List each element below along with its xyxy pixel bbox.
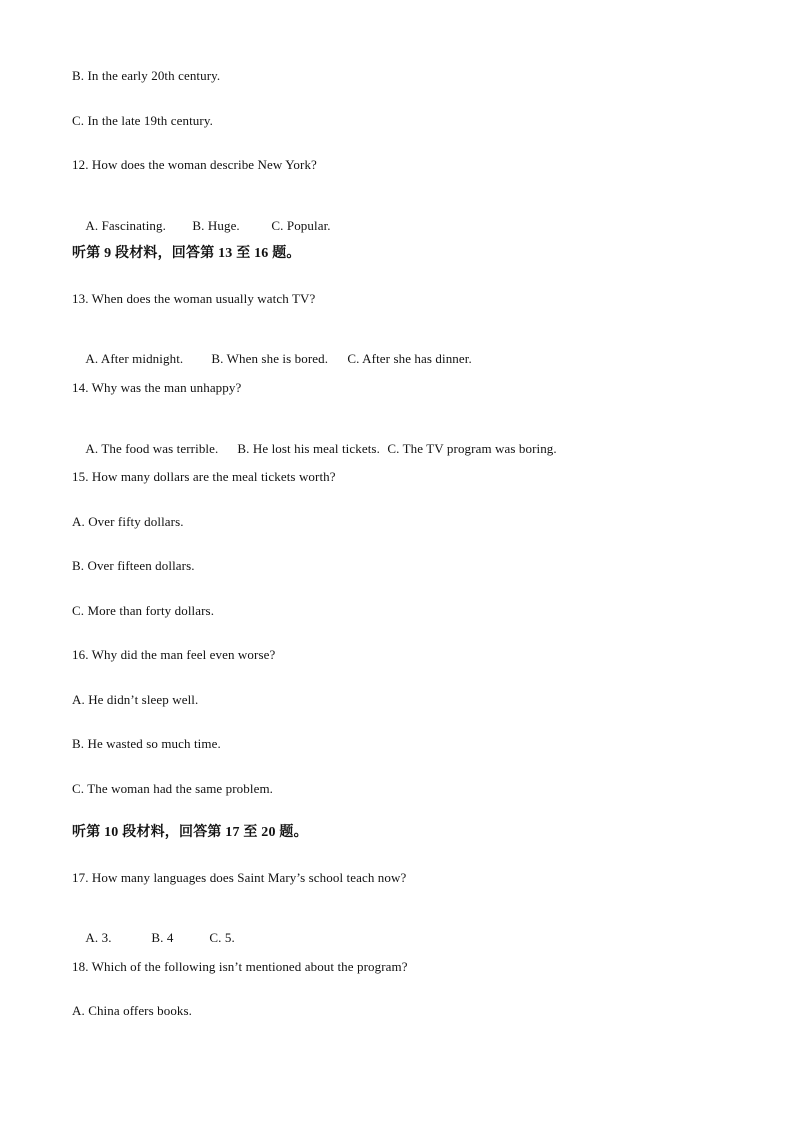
question-16: 16. Why did the man feel even worse? [72, 647, 276, 662]
q11-option-c: C. In the late 19th century. [72, 113, 213, 128]
q13-options [72, 335, 472, 383]
question-17: 17. How many languages does Saint Mary’s school teach now? [72, 870, 407, 885]
q13-option-a: A. After midnight. [85, 351, 184, 366]
q13-option-c: C. After she has dinner. [347, 351, 472, 366]
q14-option-a: A. The food was terrible. [85, 441, 219, 456]
question-15: 15. How many dollars are the meal tickets worth? [72, 469, 336, 484]
q16-option-c: C. The woman had the same problem. [72, 781, 274, 796]
question-14: 14. Why was the man unhappy? [72, 380, 242, 395]
q12-option-b: B. Huge. [192, 218, 240, 233]
q12-option-a: A. Fascinating. [85, 218, 166, 233]
q12-options [72, 202, 331, 250]
q14-option-b: B. He lost his meal tickets. [237, 441, 380, 456]
question-13: 13. When does the woman usually watch TV? [72, 291, 316, 306]
question-18: 18. Which of the following isn’t mentioned about the program? [72, 959, 408, 974]
q17-option-c: C. 5. [209, 930, 235, 945]
q13-option-b: B. When she is bored. [211, 351, 329, 366]
q14-option-c: C. The TV program was boring. [387, 441, 557, 456]
q17-option-b: B. 4 [151, 930, 174, 945]
q14-options [72, 425, 557, 473]
q17-option-a: A. 3. [85, 930, 112, 945]
q17-options [72, 914, 235, 962]
question-12: 12. How does the woman describe New York? [72, 157, 317, 172]
q16-option-b: B. He wasted so much time. [72, 736, 221, 751]
section-9-heading: 听第 9 段材料，回答第 13 至 16 题。 [72, 246, 301, 261]
q15-option-c: C. More than forty dollars. [72, 603, 215, 618]
q15-option-a: A. Over fifty dollars. [72, 514, 184, 529]
q18-option-a: A. China offers books. [72, 1003, 193, 1018]
q16-option-a: A. He didn’t sleep well. [72, 692, 199, 707]
section-10-heading: 听第 10 段材料，回答第 17 至 20 题。 [72, 825, 308, 840]
q11-option-b: B. In the early 20th century. [72, 68, 221, 83]
q15-option-b: B. Over fifteen dollars. [72, 558, 195, 573]
q12-option-c: C. Popular. [271, 218, 331, 233]
